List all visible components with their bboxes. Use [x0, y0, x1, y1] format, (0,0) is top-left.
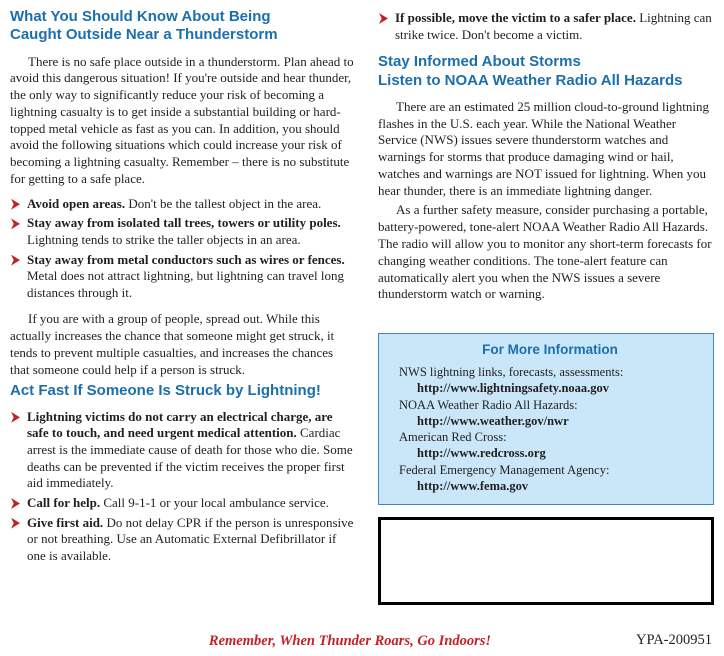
bullet-rest: Lightning tends to strike the taller objects in an area.: [27, 231, 301, 247]
bullet-item: [10, 196, 354, 213]
info-url: http://www.fema.gov: [417, 478, 529, 493]
bullet-lead: Lightning victims do not carry an electrical charge, are safe to touch, and need urgent medical attention.: [27, 408, 333, 441]
bullet-lead: Avoid open areas.: [27, 195, 126, 211]
info-url: http://www.lightningsafety.noaa.gov: [417, 381, 610, 396]
paragraph: If you are with a group of people, spread out. While this actually increases the chance that someone might get struck, it tends to prevent multiple casualties, and increases the chances that someone could help if a person is struck.: [10, 311, 335, 377]
bullet-text: [27, 495, 354, 512]
bullet-rest: Do not delay CPR if the person is unresponsive or not breathing. Use an Automatic External Defibrillator if one is available.: [27, 514, 354, 563]
info-url: http://www.redcross.org: [417, 446, 546, 461]
info-entry: [395, 429, 705, 462]
info-label: NOAA Weather Radio All Hazards:: [399, 397, 578, 412]
bullet-text: [27, 196, 354, 213]
avoid-situations-list: [10, 196, 354, 302]
bullet-text: [395, 10, 714, 43]
bullet-lead: Call for help.: [27, 494, 101, 510]
bullet-lead: Stay away from isolated tall trees, towers or utility poles.: [27, 215, 341, 231]
info-box: [378, 333, 714, 505]
arrow-bullet-icon: [11, 255, 20, 266]
info-url: http://www.weather.gov/nwr: [417, 413, 569, 428]
left-column: [10, 8, 354, 605]
paragraph: There is no safe place outside in a thunderstorm. Plan ahead to avoid this dangerous situation! If you're outside and hear thunder, the only way to significantly reduce your risk of becoming a lightning casualty is to get inside a substantial building or hard-topped metal vehicle as fast as you can. In addition, you should avoid the following situations which could increase your risk of becoming a lightning casualty. Remember – there is no substitute for getting to a safe place.: [10, 53, 354, 186]
bullet-lead: If possible, move the victim to a safer place.: [395, 10, 636, 25]
paragraph: As a further safety measure, consider purchasing a portable, battery-powered, tone-alert NOAA Weather Radio All Hazards. The radio will allow you to monitor any short-term forecasts for changing weather conditions. The tone-alert feature can automatically alert you when the NWS issues a severe thunderstorm watch or warning.: [378, 202, 712, 302]
bullet-text: [27, 215, 354, 248]
bullet-item: [10, 495, 354, 512]
bullet-lead: Stay away from metal conductors such as wires or fences.: [27, 251, 345, 267]
arrow-bullet-icon: [11, 498, 20, 509]
bullet-text: [27, 252, 354, 302]
heading-line: Caught Outside Near a Thunderstorm: [10, 26, 278, 44]
bullet-item: [10, 215, 354, 248]
first-aid-list: [10, 409, 354, 565]
section-heading-act-fast: Act Fast If Someone Is Struck by Lightning!: [10, 381, 321, 399]
bullet-item: [10, 515, 354, 565]
info-entry: [395, 462, 705, 495]
right-column: [378, 8, 714, 605]
bullet-rest: Don't be the tallest object in the area.: [125, 195, 322, 211]
bullet-rest: Metal does not attract lightning, but lightning can travel long distances through it.: [27, 268, 344, 300]
arrow-bullet-icon: [11, 218, 20, 229]
heading-line: Listen to NOAA Weather Radio All Hazards: [378, 71, 683, 89]
section-heading-caught-outside: [10, 8, 354, 45]
info-label: Federal Emergency Management Agency:: [399, 462, 610, 477]
info-box-title: For More Information: [482, 342, 618, 358]
paragraph: There are an estimated 25 million cloud-to-ground lightning flashes in the U.S. each year. While the National Weather Service (NWS) issues severe thunderstorm watches and warnings for storms that produce damaging wind or hail, watches and warnings are NOT issued for lightning. When you hear thunder, there is an immediate lightning danger.: [378, 98, 710, 198]
two-column-layout: [10, 8, 714, 605]
page-footer: [0, 630, 724, 650]
continued-list: [378, 10, 714, 43]
heading-line: Stay Informed About Storms: [378, 53, 581, 71]
bullet-item: [10, 252, 354, 302]
bullet-item: [378, 10, 714, 43]
heading-line: What You Should Know About Being: [10, 8, 271, 25]
bullet-lead: Give first aid.: [27, 514, 104, 530]
bullet-rest: Call 9-1-1 or your local ambulance service.: [100, 494, 329, 510]
arrow-bullet-icon: [379, 13, 388, 24]
info-entry: [395, 364, 705, 397]
arrow-bullet-icon: [11, 412, 20, 423]
arrow-bullet-icon: [11, 199, 20, 210]
bullet-rest: Lightning can strike twice. Don't become a victim.: [395, 10, 712, 42]
arrow-bullet-icon: [11, 518, 20, 529]
bullet-rest: Cardiac arrest is the immediate cause of death for those who die. Some deaths can be prevented if the victim receives the proper first aid immediately.: [27, 425, 353, 491]
section-heading-stay-informed: [378, 53, 714, 90]
bullet-text: [27, 515, 354, 565]
info-entry: [395, 397, 705, 430]
info-label: American Red Cross:: [399, 430, 507, 445]
bullet-text: [27, 409, 354, 492]
publication-code: YPA-200951: [635, 632, 712, 648]
info-label: NWS lightning links, forecasts, assessments:: [399, 365, 624, 380]
blank-placeholder-box: [378, 517, 714, 605]
bullet-item: [10, 409, 354, 492]
footer-slogan: Remember, When Thunder Roars, Go Indoors!: [208, 633, 492, 649]
